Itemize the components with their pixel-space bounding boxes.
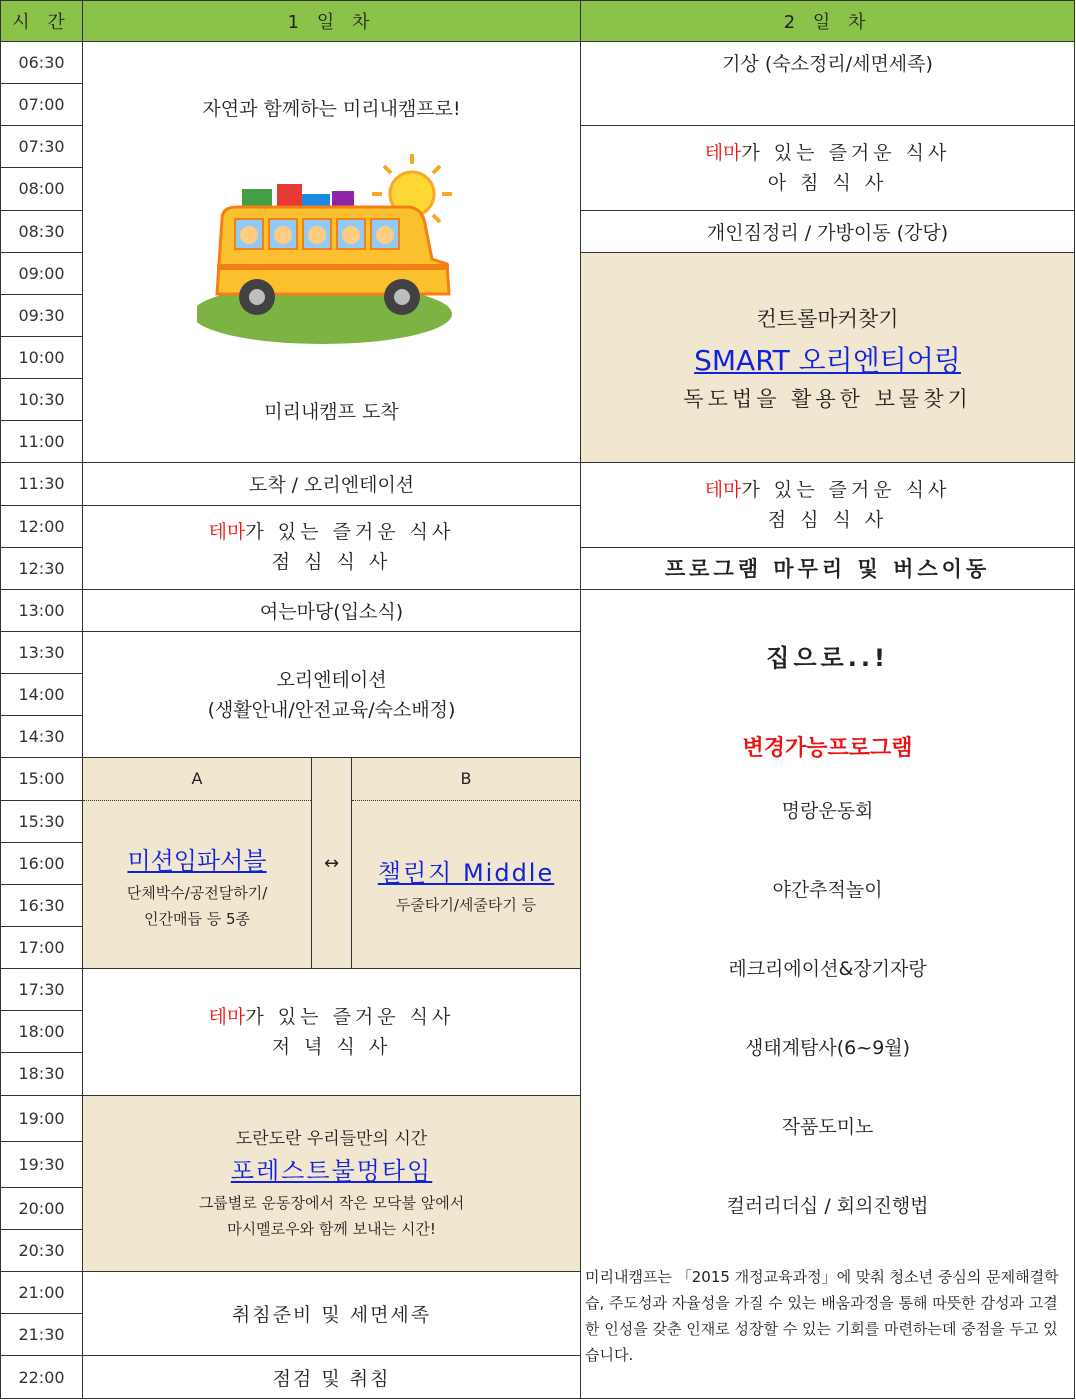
day1-bed: 점검 및 취침 (83, 1356, 581, 1399)
time-cell: 13:30 (1, 631, 83, 673)
campfire-link[interactable]: 포레스트불멍타임 (230, 1157, 433, 1186)
day1-arrival-orientation: 도착 / 오리엔테이션 (83, 463, 581, 505)
day1-opening: 여는마당(입소식) (83, 589, 581, 631)
time-cell: 11:30 (1, 463, 83, 505)
day1-arrival-camp: 미리내캠프 도착 (264, 401, 399, 423)
day2-orienteering (581, 252, 1075, 463)
time-cell: 16:00 (1, 842, 83, 884)
day1-bed-prep: 취침준비 및 세면세족 (83, 1272, 581, 1356)
day2-closing: 프로그램 마무리 및 버스이동 (581, 547, 1075, 589)
day2-home: 집으로..! (766, 643, 889, 672)
time-cell: 17:30 (1, 969, 83, 1011)
time-cell: 20:00 (1, 1187, 83, 1229)
alt-program-item: 명랑운동회 (781, 799, 874, 822)
time-cell: 08:00 (1, 168, 83, 210)
alt-program-item: 레크리에이션&장기자랑 (728, 957, 927, 980)
day1-orientation: 오리엔테이션 (생활안내/안전교육/숙소배정) (83, 631, 581, 757)
time-cell: 22:00 (1, 1356, 83, 1399)
time-cell: 07:30 (1, 126, 83, 168)
group-a-label: A (83, 758, 312, 800)
mission-link[interactable]: 미션임파서블 (127, 846, 267, 875)
alt-program-title: 변경가능프로그램 (742, 735, 913, 761)
time-cell: 21:30 (1, 1314, 83, 1356)
time-cell: 10:00 (1, 336, 83, 378)
header-day2: 2 일 차 (581, 1, 1075, 42)
day1-mission: 미션임파서블 단체박수/공전달하기/ 인간매듭 등 5종 (83, 800, 312, 969)
header-time: 시 간 (1, 1, 83, 42)
time-cell: 17:00 (1, 926, 83, 968)
orienteering-detail: 독도법을 활용한 보물찾기 (683, 386, 972, 411)
alt-program-item: 작품도미노 (781, 1115, 874, 1138)
time-cell: 07:00 (1, 84, 83, 126)
header-day1: 1 일 차 (83, 1, 581, 42)
school-bus-icon (197, 149, 467, 349)
time-cell: 10:30 (1, 379, 83, 421)
time-cell: 18:30 (1, 1053, 83, 1095)
time-cell: 13:00 (1, 589, 83, 631)
time-cell: 09:30 (1, 294, 83, 336)
swap-arrow-icon: ↔ (312, 758, 352, 969)
time-cell: 18:00 (1, 1011, 83, 1053)
time-cell: 12:00 (1, 505, 83, 547)
time-cell: 12:30 (1, 547, 83, 589)
day1-lunch: 테마가 있는 즐거운 식사 점 심 식 사 (83, 505, 581, 589)
time-cell: 08:30 (1, 210, 83, 252)
time-cell: 15:30 (1, 800, 83, 842)
orienteering-title-link[interactable]: SMART 오리엔티어링 (694, 343, 961, 377)
day2-lunch: 테마가 있는 즐거운 식사 점 심 식 사 (581, 463, 1075, 547)
time-cell: 11:00 (1, 421, 83, 463)
camp-notice: 미리내캠프는 「2015 개정교육과정」에 맞춰 청소년 중심의 문제해결학습, 주도성과 자율성을 가질 수 있는 배움과정을 통해 따뜻한 감성과 고결한 인성을 갖춘 인재로 성장할 수 있는 기회를 마련하는데 중점을 두고 있습니다. (585, 1267, 1059, 1364)
group-b-label: B (352, 758, 581, 800)
time-cell: 14:00 (1, 674, 83, 716)
day1-intro: 자연과 함께하는 미리내캠프로! (202, 98, 461, 120)
time-cell: 15:00 (1, 758, 83, 800)
day2-pack: 개인짐정리 / 가방이동 (강당) (581, 210, 1075, 252)
alt-program-item: 야간추적놀이 (772, 878, 883, 901)
day2-breakfast: 테마가 있는 즐거운 식사 아 침 식 사 (581, 126, 1075, 210)
day2-wake: 기상 (숙소정리/세면세족) (581, 42, 1075, 84)
time-cell: 14:30 (1, 716, 83, 758)
time-cell: 19:00 (1, 1095, 83, 1141)
time-cell: 20:30 (1, 1229, 83, 1271)
time-cell: 16:30 (1, 884, 83, 926)
day1-arrival-block (83, 42, 581, 463)
day1-challenge: 챌린지 Middle 두줄타기/세줄타기 등 (352, 800, 581, 969)
challenge-link[interactable]: 챌린지 Middle (377, 858, 555, 887)
time-cell: 09:00 (1, 252, 83, 294)
day2-afternoon-block (581, 589, 1075, 1398)
alt-program-item: 생태계탐사(6~9월) (745, 1036, 911, 1059)
time-cell: 19:30 (1, 1141, 83, 1187)
time-cell: 21:00 (1, 1272, 83, 1314)
alt-program-item: 컬러리더십 / 회의진행법 (726, 1194, 929, 1217)
day1-dinner: 테마가 있는 즐거운 식사 저 녁 식 사 (83, 969, 581, 1095)
day1-campfire: 도란도란 우리들만의 시간 포레스트불멍타임 그룹별로 운동장에서 작은 모닥불 앞에서 마시멜로우와 함께 보내는 시간! (83, 1095, 581, 1272)
time-cell: 06:30 (1, 42, 83, 84)
orienteering-pre: 컨트롤마커찾기 (756, 306, 899, 331)
